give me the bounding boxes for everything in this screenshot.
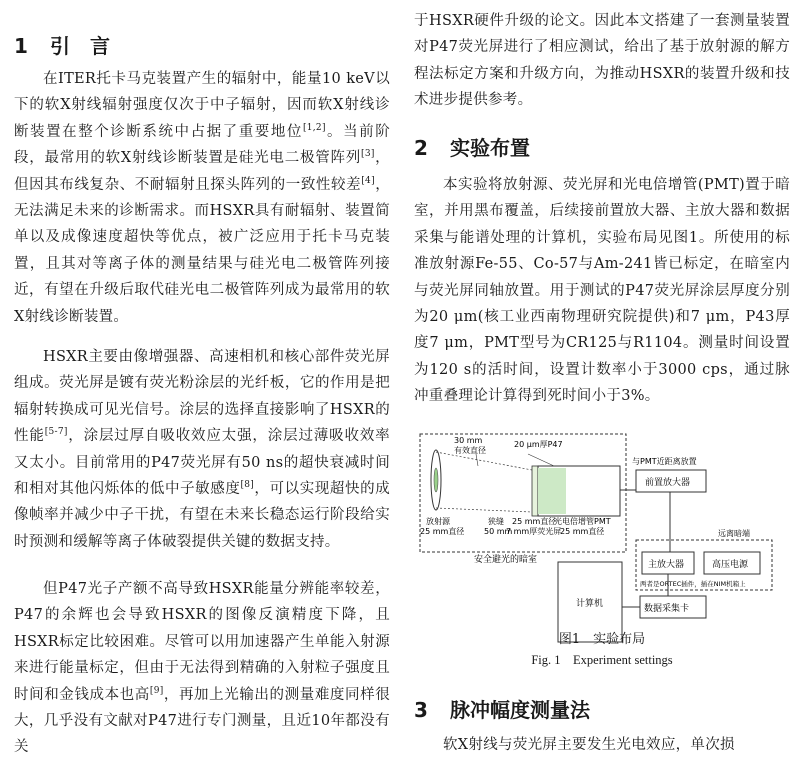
- text-run: ，涂层过厚自吸收效应太强，涂层过薄吸收效率又太小。目前常用的P47荧光屏有50 ns的超快衰减时间和相对其他闪烁体的低中子敏感度: [14, 428, 390, 498]
- source-core: [434, 468, 438, 492]
- label-computer: 计算机: [576, 599, 604, 609]
- text-run: ，无法满足未来的诊断需求。而HSXR具有耐辐射、装置简单以及成像速度超快等优点，被广泛应用于托卡马克装置，且其对等离子体的测量结果与硅光电二极管阵列接近，有望在升级后取代硅光电二极管阵列成为最常用的软X射线诊断装置。: [14, 176, 390, 325]
- citation: [9]: [149, 685, 164, 696]
- text-run: 。当前阶段，最常用的软X射线诊断装置是硅光电二极管阵列: [14, 123, 390, 167]
- citation: [3]: [361, 149, 375, 160]
- text-run: 但P47光子产额不高导致HSXR能量分辨能率较差，P47的余辉也会导致HSXR的图像反演精度下降，且HSXR标定比较困难。尽管可以用加速器产生单能入射源来进行能量标定，但由于无法得到精确的入射粒子强度且时间和金钱成本也高: [14, 581, 390, 703]
- section-number: 1: [14, 34, 28, 58]
- label-preamp: 前置放大器: [645, 478, 691, 488]
- label-main-amp: 主放大器: [648, 560, 685, 570]
- label-screen: 7 mm厚荧光屏: [506, 527, 562, 536]
- paragraph-1: [14, 66, 390, 330]
- label-gap-size: 50 mm: [484, 527, 513, 536]
- label-far-end: 远离暗端: [718, 529, 750, 538]
- label-30mm: 30 mm: [454, 436, 483, 445]
- text-run: 在ITER托卡马克装置产生的辐射中，能量10 keV以下的软X射线辐射强度仅次于中子辐射，因而软X射线诊断装置在整个诊断系统中占据了重要地位: [14, 71, 390, 140]
- paragraph-continued: 于HSXR硬件升级的论文。因此本文搭建了一套测量装置对P47荧光屏进行了相应测试，给出了基于放射源的解方程法标定方案和升级方向，为推动HSXR的装置升级和技术进步提供参考。: [414, 13, 790, 109]
- citation: [4]: [361, 175, 375, 186]
- figure-caption-en: Fig. 1 Experiment settings: [531, 653, 673, 667]
- label-source-diameter: 25 mm直径: [420, 527, 465, 536]
- label-near-pmt: 与PMT近距离放置: [632, 457, 697, 466]
- label-nim-note: 两者是ORTEC插件，插在NIM机箱上: [640, 580, 746, 588]
- paragraph-2: [14, 344, 390, 555]
- citation: [1,2]: [302, 122, 326, 133]
- arrow-line: [528, 454, 554, 466]
- text-run: ，但因其布线复杂、不耐辐射且探头阵列的一致性较差: [14, 150, 390, 193]
- citation: [8]: [240, 480, 255, 491]
- label-pmt: 光电倍增管PMT: [554, 517, 611, 526]
- paragraph-3: [14, 576, 390, 761]
- label-effective-diameter: 有效直径: [454, 446, 486, 455]
- pmt-window: [538, 468, 566, 514]
- citation: [5-7]: [44, 427, 68, 438]
- paragraph-experiment: 本实验将放射源、荧光屏和光电倍增管(PMT)置于暗室，并用黑布覆盖，后续接前置放大器、主放大器和数据采集与能谱处理的计算机，实验布局见图1。所使用的标准放射源Fe-55、Co-57与Am-241皆已标定，在暗室内与荧光屏同轴放置。用于测试的P47荧光屏涂层厚度分别为20 μm(核工业西南物理研究院提供)和7 μm，P43厚度7 μm，PMT型号为CR125与R1104。测量时间设置为120 s的活时间，设置计数率小于3000 cps，通过脉冲重叠理论计算得到死时间小于3%。: [414, 177, 790, 405]
- label-screen-diameter: 25 mm直径: [512, 517, 557, 526]
- label-dark-room: 安全避光的暗室: [474, 555, 538, 565]
- label-pmt-diameter: 25 mm直径: [560, 527, 605, 536]
- text-run: HSXR主要由像增强器、高速相机和核心部件荧光屏组成。荧光屏是镀有荧光粉涂层的光纤板，它的作用是把辐射转换成可见光信号。涂层的选择直接影响了HSXR的性能: [14, 349, 390, 445]
- label-daq: 数据采集卡: [644, 604, 690, 614]
- label-gap: 狭缝: [488, 517, 504, 526]
- label-hv: 高压电源: [712, 560, 749, 570]
- section-2-heading: [414, 132, 530, 161]
- section-number: 3: [414, 698, 428, 722]
- section-title: 脉冲幅度测量法: [450, 698, 590, 722]
- section-number: 2: [414, 136, 428, 160]
- scintillator-screen: [532, 466, 538, 516]
- text-run: ，再加上光输出的测量难度同样很大，几乎没有文献对P47进行专门测量，且近10年都没有关: [14, 686, 391, 756]
- arrow-line: [476, 454, 478, 466]
- section-3-heading: [414, 694, 590, 723]
- text-run: ，可以实现超快的成像帧率并减少中子干扰，有望在未来长稳态运行阶段给实时预测和缓解等离子体破裂提供关键的数据支持。: [14, 481, 391, 550]
- section-title: 引 言: [50, 34, 110, 58]
- figure-caption-cn: 图1 实验布局: [558, 632, 646, 647]
- section-1-heading: [14, 30, 110, 59]
- label-p47-thickness: 20 μm厚P47: [514, 440, 563, 449]
- label-source: 放射源: [426, 517, 450, 526]
- beam-line: [436, 508, 532, 512]
- paragraph-pulse: 软X射线与荧光屏主要发生光电效应，单次损: [443, 737, 735, 753]
- section-title: 实验布置: [450, 136, 530, 160]
